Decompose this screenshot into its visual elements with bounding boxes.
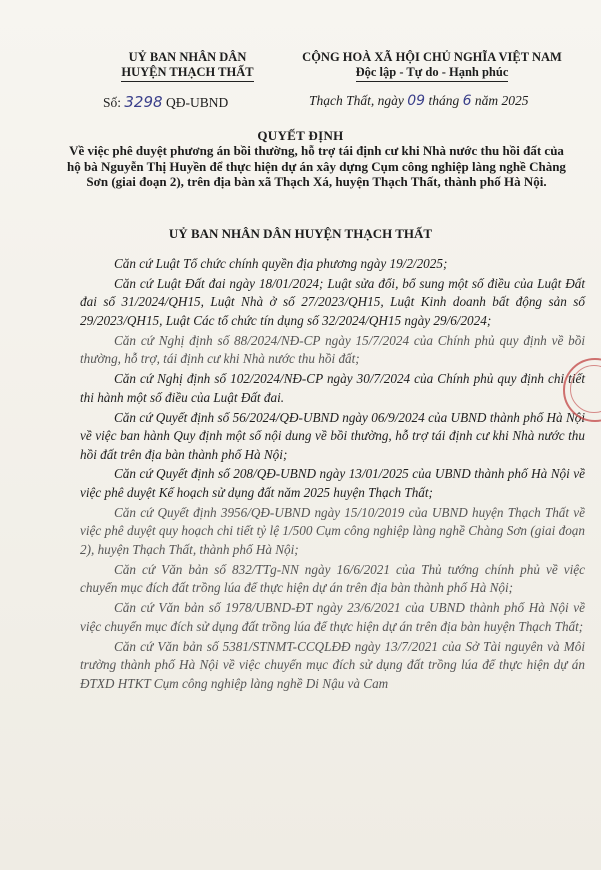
paragraph: Căn cứ Luật Đất đai ngày 18/01/2024; Luật sửa đổi, bổ sung một số điều của Luật Đất đai số 31/2024/QH15, Luật Nhà ở số 27/2023/QH15, Luật Kinh doanh bất động sản số 29/2023/QH15, Luật Các tổ chức tín dụng số 32/2024/QH15 ngày 29/6/2024; xyxy=(80,275,585,328)
paragraph: Căn cứ Quyết định số 56/2024/QĐ-UBND ngày 06/9/2024 của UBND thành phố Hà Nội về việc ban hành Quy định một số nội dung về bồi thường, hỗ trợ tái định cư khi Nhà nước thu hồi đất trên địa bàn thành phố Hà Nội; xyxy=(80,409,585,462)
number-suffix: QĐ-UBND xyxy=(165,95,229,110)
paragraph: Căn cứ Văn bản số 1978/UBND-ĐT ngày 23/6/2021 của UBND thành phố Hà Nội về việc chuyển mục đích sử dụng đất trồng lúa để thực hiện dự án trên địa bàn huyện Thạch Thất; xyxy=(80,600,585,634)
document-number xyxy=(103,93,228,111)
paragraph: Căn cứ Luật Tổ chức chính quyền địa phương ngày 19/2/2025; xyxy=(114,256,448,271)
date-day: 09 xyxy=(407,93,426,109)
issuer-header xyxy=(80,50,295,82)
date-place: Thạch Thất, ngày xyxy=(309,93,404,108)
document-subject: Về việc phê duyệt phương án bồi thường, hỗ trợ tái định cư khi Nhà nước thu hồi đất của hộ bà Nguyễn Thị Huyền để thực hiện dự án xây dựng Cụm công nghiệp làng nghề Chàng Sơn (giai đoạn 2), trên địa bàn xã Thạch Xá, huyện Thạch Thất, thành phố Hà Nội. xyxy=(67,143,566,189)
date-year: năm 2025 xyxy=(474,93,529,108)
date-month: 6 xyxy=(462,93,472,109)
document-title: QUYẾT ĐỊNH xyxy=(257,128,344,143)
paragraph: Căn cứ Nghị định số 88/2024/NĐ-CP ngày 15/7/2024 của Chính phủ quy định về bồi thường, hỗ trợ, tái định cư khi Nhà nước thu hồi đất; xyxy=(80,332,585,367)
paragraph: Căn cứ Văn bản số 5381/STNMT-CCQLĐĐ ngày 13/7/2021 của Sở Tài nguyên và Môi trường thành phố Hà Nội về việc chuyển mục đích sử dụng đất trồng lúa để thực hiện dự án ĐTXD HTKT Cụm công nghiệp làng nghề Di Nậu và Cam xyxy=(80,638,585,691)
number-handwritten: 3298 xyxy=(124,93,163,111)
national-title: CỘNG HOÀ XÃ HỘI CHỦ NGHĨA VIỆT NAM xyxy=(302,50,562,64)
date-month-label: tháng xyxy=(428,93,460,108)
number-prefix: Số: xyxy=(103,95,122,110)
national-motto: Độc lập - Tự do - Hạnh phúc xyxy=(356,65,509,82)
national-header xyxy=(282,50,582,82)
document-body xyxy=(80,255,585,695)
paragraph: Căn cứ Quyết định số 208/QĐ-UBND ngày 13/01/2025 của UBND thành phố Hà Nội về việc phê duyệt Kế hoạch sử dụng đất năm 2025 huyện Thạch Thất; xyxy=(80,466,585,501)
paragraph: Căn cứ Quyết định 3956/QĐ-UBND ngày 15/10/2019 của UBND huyện Thạch Thất về việc phê duyệt quy hoạch chi tiết tỷ lệ 1/500 Cụm công nghiệp làng nghề Chàng Sơn (giai đoạn 2), huyện Thạch Thất, thành phố Hà Nội; xyxy=(80,504,585,558)
council-name: UỶ BAN NHÂN DÂN HUYỆN THẠCH THẤT xyxy=(168,226,433,241)
document-date xyxy=(309,93,529,109)
paragraph: Căn cứ Nghị định số 102/2024/NĐ-CP ngày 30/7/2024 của Chính phủ quy định chi tiết thi hành một số điều của Luật Đất đai. xyxy=(80,371,585,405)
paragraph: Căn cứ Văn bản số 832/TTg-NN ngày 16/6/2021 của Thủ tướng chính phủ về việc chuyển mục đích đất trồng lúa để thực hiện dự án trên địa bàn thành phố Hà Nội; xyxy=(80,561,585,596)
issuer-line-1: UỶ BAN NHÂN DÂN xyxy=(128,50,247,64)
issuer-line-2: HUYỆN THẠCH THẤT xyxy=(121,65,253,82)
